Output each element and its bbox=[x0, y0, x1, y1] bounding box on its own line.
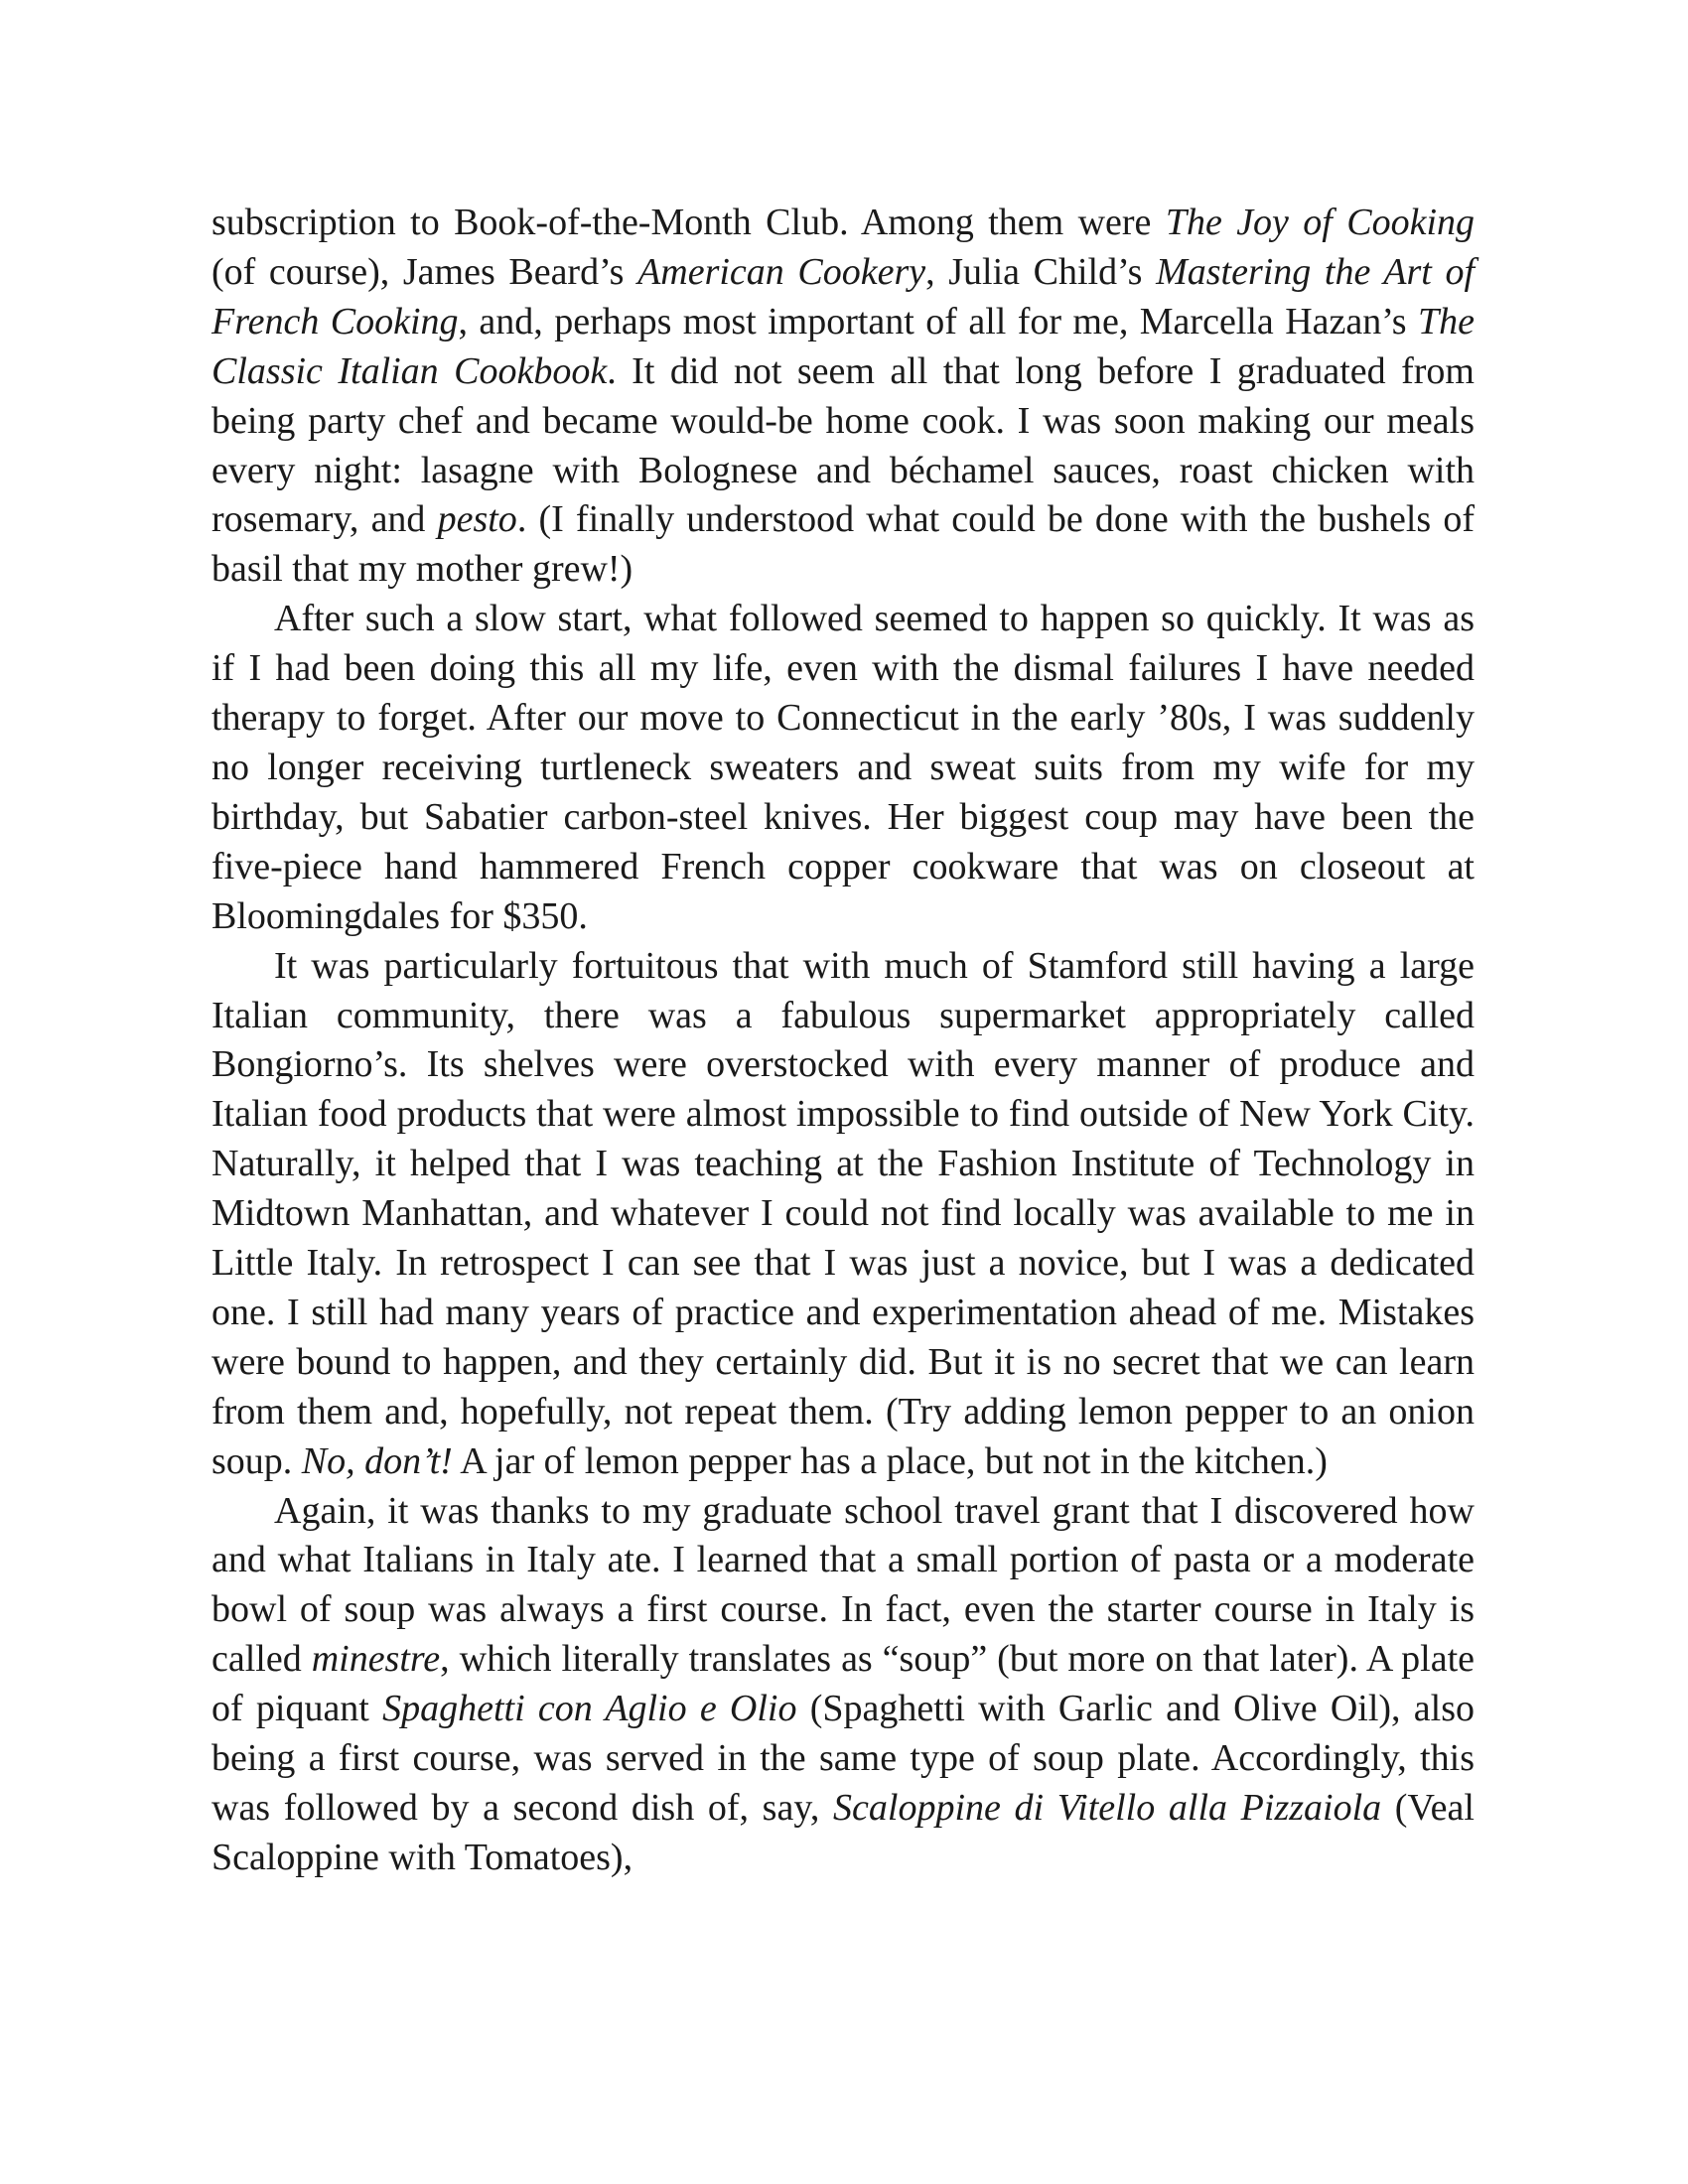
text-run: subscription to Book-of-the-Month Club. Among them were bbox=[211, 202, 1166, 243]
text-run: (of course), James Beard’s bbox=[211, 250, 638, 293]
italic-text: minestre bbox=[311, 1638, 441, 1681]
italic-text: No, don’t! bbox=[301, 1439, 453, 1482]
paragraph bbox=[211, 1487, 1475, 1883]
text-run: A jar of lemon pepper has a place, but not in the kitchen.) bbox=[452, 1439, 1328, 1482]
text-run: Again, it was thanks to my graduate school travel grant that I discovered how and what Italians in Italy ate. I learned that a small portion of pasta or a moderate bowl of soup was always a first course. In fact, even the starter course in Italy is called bbox=[211, 1489, 1475, 1681]
page-body bbox=[211, 199, 1475, 1883]
text-run: After such a slow start, what followed seemed to happen so quickly. It was as if I had been doing this all my life, even with the dismal failures I have needed therapy to forget. After our move to Connecticut in the early ’80s, I was suddenly no longer receiving turtleneck sweaters and sweat suits from my wife for my birthday, but Sabatier carbon-steel knives. Her biggest coup may have been the five-piece hand hammered French copper cookware that was on closeout at Bloomingdales for $350. bbox=[211, 598, 1475, 937]
paragraph bbox=[211, 199, 1475, 595]
paragraph bbox=[211, 595, 1475, 941]
italic-text: The Joy of Cooking bbox=[1165, 202, 1475, 243]
text-run: , Julia Child’s bbox=[925, 250, 1157, 293]
italic-text: Spaghetti con Aglio e Olio bbox=[382, 1688, 797, 1730]
italic-text: Scaloppine di Vitello alla Pizzaiola bbox=[833, 1787, 1382, 1829]
text-run: (Spaghetti with Garlic and Olive Oil), also being a first course, was served in the same type of soup plate. Accordingly, this was followed by a second dish of, say, bbox=[211, 1688, 1475, 1829]
text-run: (Veal Scaloppine with Tomatoes), bbox=[211, 1787, 1475, 1878]
text-run: . It did not seem all that long before I graduated from being party chef and became would-be home cook. I was soon making our meals every night: lasagne with Bolognese and béchamel sauces, roast chicken with rosemary, and bbox=[211, 349, 1475, 541]
text-run: , and, perhaps most important of all for me, Marcella Hazan’s bbox=[458, 300, 1418, 342]
text-run: . (I finally understood what could be done with the bushels of basil that my mother grew!) bbox=[211, 498, 1475, 591]
italic-text: American Cookery bbox=[637, 250, 926, 293]
text-run: , which literally translates as “soup” (but more on that later). A plate of piquant bbox=[211, 1638, 1475, 1730]
italic-text: pesto bbox=[437, 498, 517, 541]
text-run: It was particularly fortuitous that with much of Stamford still having a large Italian community, there was a fabulous supermarket appropriately called Bongiorno’s. Its shelves were overstocked with every manner of produce and Italian food products that were almost impossible to find outside of New York City. Naturally, it helped that I was teaching at the Fashion Institute of Technology in Midtown Manhattan, and whatever I could not find locally was available to me in Little Italy. In retrospect I can see that I was just a novice, but I was a dedicated one. I still had many years of practice and experimentation ahead of me. Mistakes were bound to happen, and they certainly did. But it is no secret that we can learn from them and, hopefully, not repeat them. (Try adding lemon pepper to an onion soup. bbox=[211, 944, 1475, 1482]
paragraph bbox=[211, 942, 1475, 1487]
italic-text: Mastering the Art of French Cooking bbox=[211, 250, 1476, 342]
italic-text: The Classic Italian Cookbook bbox=[211, 300, 1475, 392]
